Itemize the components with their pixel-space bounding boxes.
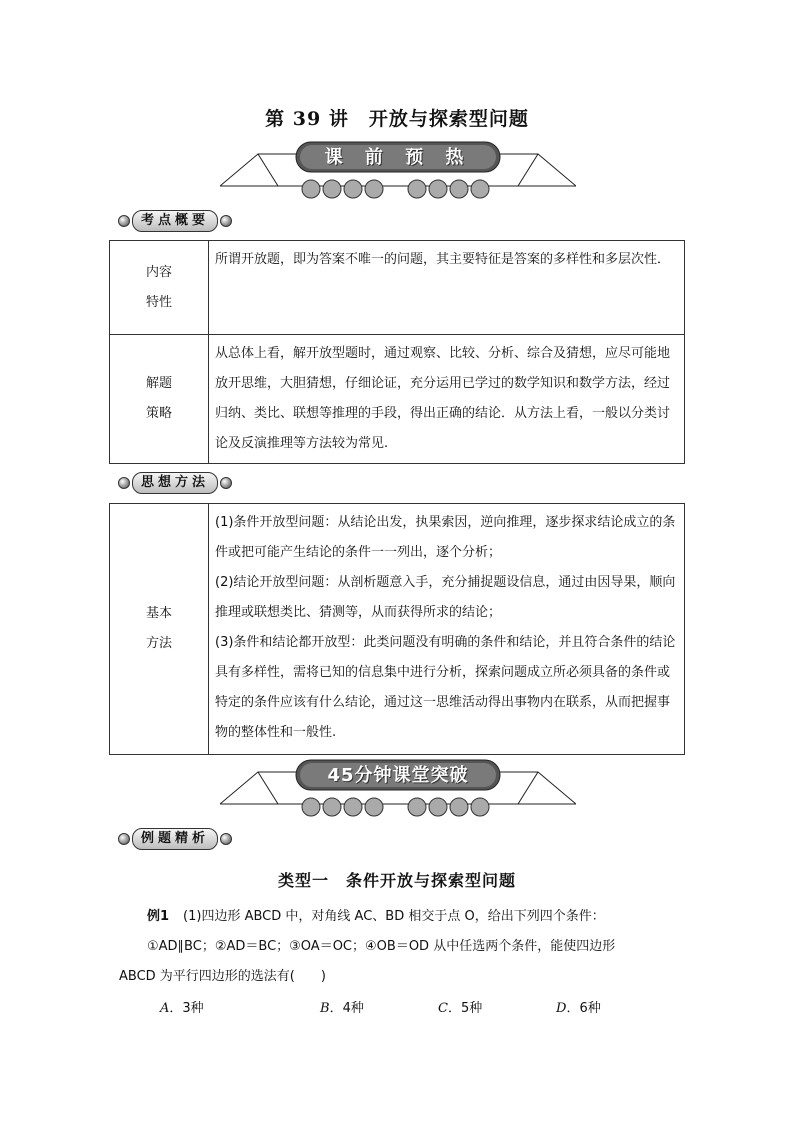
bullet-dot-icon <box>118 833 130 845</box>
section-banner-preview <box>220 140 576 202</box>
bullet-dot-icon <box>118 477 130 489</box>
option-text: ．3种 <box>169 1001 204 1016</box>
lecture-title: 第 39 讲 开放与探索型问题 <box>265 108 529 130</box>
option-letter: C <box>438 1001 448 1016</box>
table-row <box>110 504 685 755</box>
row-label <box>110 241 209 335</box>
methods-table <box>109 503 685 755</box>
option-letter: D <box>556 1001 567 1016</box>
banner-title: 课 前 预 热 <box>324 147 472 168</box>
option-letter: B <box>320 1001 330 1016</box>
row-content <box>209 504 685 755</box>
method-item: (2)结论开放型问题：从剖析题意入手，充分捕捉题设信息，通过由因导果，顺向推理或联想类比、猜测等，从而获得所求的结论； <box>215 575 676 620</box>
example-text: (1)四边形 ABCD 中，对角线 AC、BD 相交于点 O，给出下列四个条件： <box>183 909 605 924</box>
bullet-dot-icon <box>220 477 232 489</box>
row-label <box>110 504 209 755</box>
option-text: ．5种 <box>447 1001 483 1016</box>
option-b <box>320 997 364 1016</box>
option-c <box>438 997 482 1016</box>
row-label-line: 内容 <box>145 264 172 280</box>
tag-label: 考点概要 <box>132 210 218 232</box>
section-tag-examples <box>118 828 232 850</box>
row-label-line: 基本 <box>145 606 172 621</box>
tag-label: 例题精析 <box>132 828 218 850</box>
row-content: 所谓开放题，即为答案不唯一的问题，其主要特征是答案的多样性和多层次性． <box>209 241 685 335</box>
section-tag-key-points <box>118 210 232 232</box>
row-label-line: 方法 <box>145 636 172 651</box>
type-heading: 类型一 条件开放与探索型问题 <box>277 871 516 890</box>
section-banner-classroom <box>220 758 576 820</box>
banner-title: 45分钟课堂突破 <box>327 765 469 786</box>
example-line <box>119 902 689 932</box>
answer-options <box>160 997 640 1021</box>
method-item: (3)条件和结论都开放型：此类问题没有明确的条件和结论，并且符合条件的结论具有多样性，需将已知的信息集中进行分析，探索问题成立所必须具备的条件或特定的条件应该有什么结论，通过这一思维活动得出事物内在联系，从而把握事物的整体性和一般性. <box>215 635 676 740</box>
row-label <box>110 335 209 464</box>
example-line: ①AD∥BC；②AD＝BC；③OA＝OC；④OB＝OD 从中任选两个条件，能使四边形 <box>147 939 616 954</box>
bullet-dot-icon <box>118 215 130 227</box>
bullet-dot-icon <box>220 215 232 227</box>
option-d <box>556 997 601 1016</box>
method-item: (1)条件开放型问题：从结论出发，执果索因，逆向推理，逐步探求结论成立的条件或把可能产生结论的条件一一列出，逐个分析； <box>215 515 676 560</box>
key-points-table <box>109 240 685 464</box>
option-a <box>160 997 204 1016</box>
bullet-dot-icon <box>220 833 232 845</box>
option-text: ．4种 <box>329 1001 364 1016</box>
tag-label: 思想方法 <box>132 472 218 494</box>
example-1 <box>119 902 689 992</box>
row-content: 从总体上看，解开放型题时，通过观察、比较、分析、综合及猜想，应尽可能地放开思维，大胆猜想，仔细论证，充分运用已学过的数学知识和数学方法，经过归纳、类比、联想等推理的手段，得出正确的结论．从方法上看，一般以分类讨论及反演推理等方法较为常见. <box>209 335 685 464</box>
row-label-line: 特性 <box>145 294 172 310</box>
example-line: ABCD 为平行四边形的选法有( ) <box>119 969 326 984</box>
table-row <box>110 335 685 464</box>
example-label: 例1 <box>147 909 170 924</box>
row-label-line: 策略 <box>145 406 172 421</box>
option-text: ．6种 <box>566 1001 601 1016</box>
section-tag-methods <box>118 472 232 494</box>
row-label-line: 解题 <box>145 376 172 391</box>
option-letter: A <box>160 1001 170 1016</box>
table-row <box>110 241 685 335</box>
